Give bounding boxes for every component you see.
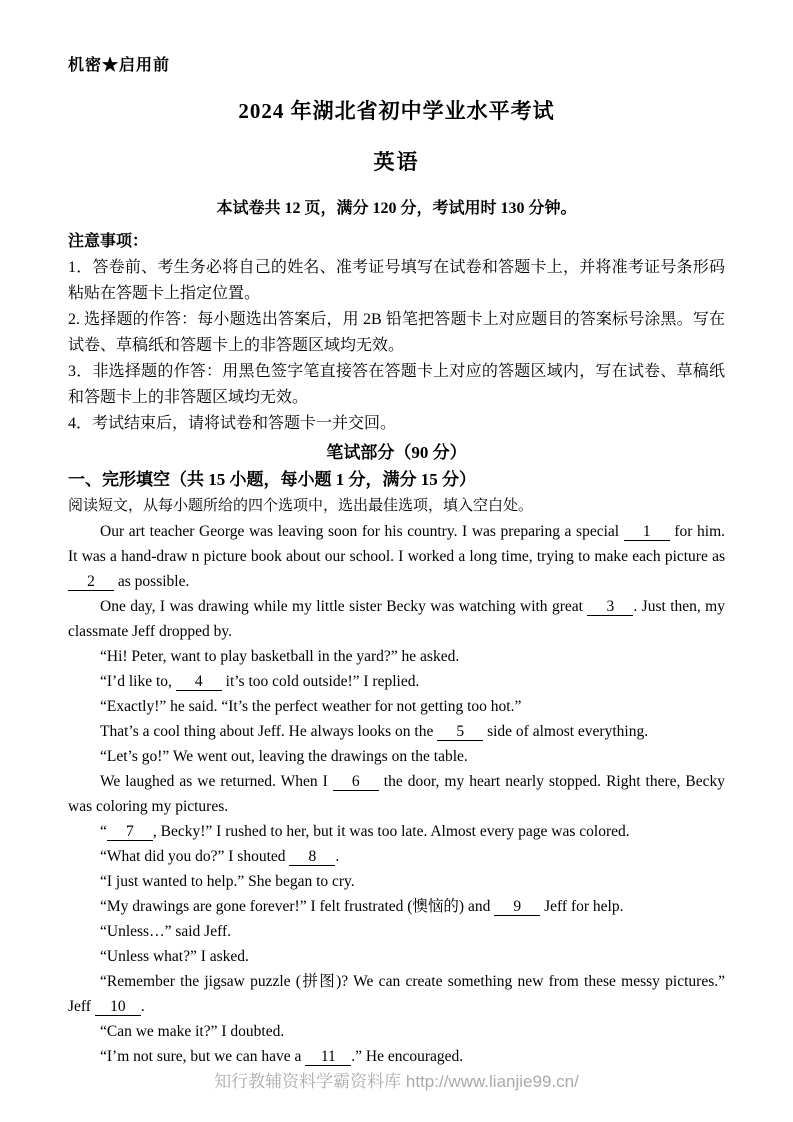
notice-item: 3．非选择题的作答：用黑色签字笔直接答在答题卡上对应的答题区域内，写在试卷、草稿纸和答题卡上的非答题区域均无效。 xyxy=(68,363,725,406)
passage-paragraph: “Hi! Peter, want to play basketball in the yard?” he asked. xyxy=(100,648,460,665)
passage-paragraph: One day, I was drawing while my little sister Becky was watching with great 3 . Just then, my classmate Jeff dropped by. xyxy=(68,598,725,640)
passage-paragraph: “Exactly!” he said. “It’s the perfect weather for not getting too hot.” xyxy=(100,698,522,715)
notices-list xyxy=(68,255,725,437)
passage-paragraph: Our art teacher George was leaving soon for his country. I was preparing a special 1 for him. It was a hand-draw n picture book about our school. I worked a long time, trying to make each picture as 2 as possible. xyxy=(68,523,726,590)
part-one-heading: 一、完形填空（共 15 小题，每小题 1 分，满分 15 分） xyxy=(68,470,476,489)
cloze-blank-6: 6 xyxy=(333,773,379,791)
notices-title: 注意事项： xyxy=(68,233,149,250)
exam-subject: 英语 xyxy=(373,150,420,174)
passage-paragraph: “I’d like to, 4 it’s too cold outside!” I replied. xyxy=(100,673,420,690)
cloze-blank-3: 3 xyxy=(587,598,633,616)
cloze-blank-4: 4 xyxy=(176,673,222,691)
passage-paragraph: That’s a cool thing about Jeff. He always looks on the 5 side of almost everything. xyxy=(100,723,649,740)
cloze-blank-2: 2 xyxy=(68,573,114,591)
exam-meta-line: 本试卷共 12 页，满分 120 分，考试用时 130 分钟。 xyxy=(216,200,577,217)
passage-paragraph: “Unless what?” I asked. xyxy=(100,948,249,965)
cloze-blank-5: 5 xyxy=(437,723,483,741)
written-part-heading: 笔试部分（90 分） xyxy=(326,443,467,462)
notice-item: 2. 选择题的作答：每小题选出答案后，用 2B 铅笔把答题卡上对应题目的答案标号涂黑。写在试卷、草稿纸和答题卡上的非答题区域均无效。 xyxy=(68,311,725,354)
exam-title: 2024 年湖北省初中学业水平考试 xyxy=(238,99,555,123)
passage-paragraph: “Let’s go!” We went out, leaving the drawings on the table. xyxy=(100,748,468,765)
passage-paragraph: “ 7 , Becky!” I rushed to her, but it was too late. Almost every page was colored. xyxy=(100,823,630,840)
instruction-text: 阅读短文，从每小题所给的四个选项中，选出最佳选项，填入空白处。 xyxy=(68,498,534,514)
passage-paragraph: “I just wanted to help.” She began to cry. xyxy=(100,873,355,890)
passage-paragraph: “My drawings are gone forever!” I felt frustrated (懊恼的) and 9 Jeff for help. xyxy=(100,898,624,915)
cloze-passage xyxy=(68,519,725,1069)
passage-paragraph: We laughed as we returned. When I 6 the door, my heart nearly stopped. Right there, Becky was coloring my pictures. xyxy=(68,773,725,815)
notice-item: 1．答卷前、考生务必将自己的姓名、准考证号填写在试卷和答题卡上，并将准考证号条形码粘贴在答题卡上指定位置。 xyxy=(68,259,725,302)
passage-paragraph: “Remember the jigsaw puzzle (拼图)? We can create something new from these messy pictures.” Jeff 10 . xyxy=(68,973,725,1015)
passage-paragraph: “I’m not sure, but we can have a 11 .” He encouraged. xyxy=(100,1048,464,1065)
watermark-footer-text: 知行教辅资料学霸资料库 http://www.lianjie99.cn/ xyxy=(214,1072,579,1091)
cloze-blank-1: 1 xyxy=(624,523,670,541)
passage-paragraph: “Unless…” said Jeff. xyxy=(100,923,232,940)
cloze-blank-10: 10 xyxy=(95,998,141,1016)
cloze-blank-7: 7 xyxy=(107,823,153,841)
passage-paragraph: “Can we make it?” I doubted. xyxy=(100,1023,285,1040)
cloze-blank-11: 11 xyxy=(305,1048,351,1066)
classification-label: 机密★启用前 xyxy=(68,57,171,74)
passage-paragraph: “What did you do?” I shouted 8 . xyxy=(100,848,340,865)
cloze-blank-8: 8 xyxy=(289,848,335,866)
notice-item: 4．考试结束后，请将试卷和答题卡一并交回。 xyxy=(68,415,397,432)
cloze-blank-9: 9 xyxy=(494,898,540,916)
